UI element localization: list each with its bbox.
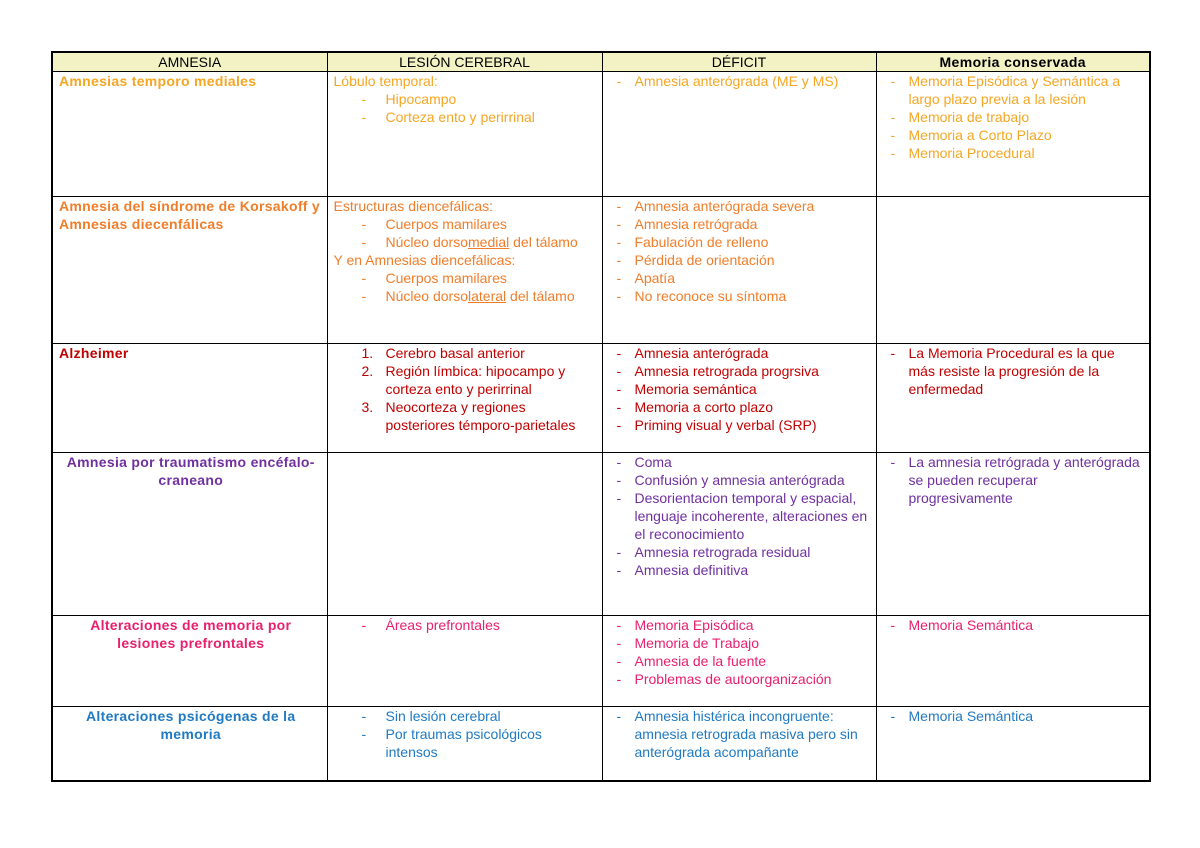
lesion-list [334, 616, 598, 634]
header-lesion-cerebral: LESIÓN CEREBRAL [327, 52, 602, 72]
lesion-list [334, 215, 598, 251]
list-item: - Memoria a Corto Plazo [883, 126, 1146, 144]
list-item: - Pérdida de orientación [609, 251, 872, 269]
cell-amnesia [52, 616, 327, 707]
conservada-list [883, 453, 1146, 507]
cell-conservada [876, 344, 1150, 453]
cell-lesion [327, 616, 602, 707]
conservada-list [883, 344, 1146, 398]
list-item: - Hipocampo [334, 90, 598, 108]
table-row-temporo-mediales [52, 72, 1150, 197]
cell-lesion [327, 707, 602, 781]
conservada-list [883, 707, 1146, 725]
list-item: - Amnesia histérica incongruente: amnesia retrograda masiva pero sin anterógrada acompañante [609, 707, 872, 761]
cell-deficit [602, 197, 876, 344]
cell-amnesia [52, 707, 327, 781]
cell-amnesia [52, 453, 327, 616]
deficit-list [609, 616, 872, 688]
list-item: - Memoria Semántica [883, 616, 1146, 634]
list-item: - Coma [609, 453, 872, 471]
cell-deficit [602, 707, 876, 781]
list-item: 3. Neocorteza y regiones posteriores témporo-parietales [361, 399, 576, 433]
deficit-list [609, 453, 872, 579]
lesion-intro: Estructuras diencefálicas: [333, 198, 494, 214]
list-item: - Apatía [609, 269, 872, 287]
cell-lesion [327, 197, 602, 344]
cell-conservada [876, 616, 1150, 707]
table-row-alzheimer [52, 344, 1150, 453]
cell-amnesia [52, 72, 327, 197]
list-item: - Memoria Episódica [609, 616, 872, 634]
list-item: - Amnesia retrograda residual [609, 543, 872, 561]
list-item: - Amnesia definitiva [609, 561, 872, 579]
cell-lesion [327, 344, 602, 453]
lesion-intro-2: Y en Amnesias diencefálicas: [333, 252, 516, 268]
amnesia-type: Alteraciones de memoria por lesiones prefrontales [90, 617, 292, 651]
header-memoria-conservada: Memoria conservada [876, 52, 1150, 72]
list-item: - Núcleo dorsomedial del tálamo [334, 233, 598, 251]
list-item: - Amnesia retrógrada [609, 215, 872, 233]
cell-conservada [876, 453, 1150, 616]
table-row-psicogenas [52, 707, 1150, 781]
amnesia-type: Amnesias temporo mediales [59, 73, 257, 89]
cell-deficit [602, 453, 876, 616]
cell-conservada [876, 197, 1150, 344]
list-item: - Cuerpos mamilares [334, 269, 598, 287]
lesion-list [334, 90, 598, 126]
list-item: - Áreas prefrontales [334, 616, 598, 634]
list-item: - Desorientacion temporal y espacial, lenguaje incoherente, alteraciones en el reconocimiento [609, 489, 872, 543]
cell-deficit [602, 344, 876, 453]
amnesia-type: Alzheimer [59, 345, 129, 361]
deficit-list [609, 197, 872, 305]
cell-conservada [876, 707, 1150, 781]
table-row-traumatismo [52, 453, 1150, 616]
amnesia-type: Amnesia del síndrome de Korsakoff y Amnesias diecenfálicas [59, 198, 321, 232]
list-item: 2. Región límbica: hipocampo y corteza ento y perirrinal [361, 363, 566, 397]
list-item: - Corteza ento y perirrinal [334, 108, 598, 126]
deficit-list [609, 344, 872, 434]
cell-conservada [876, 72, 1150, 197]
lesion-intro: Lóbulo temporal: [333, 73, 438, 89]
amnesia-type: Alteraciones psicógenas de la memoria [86, 708, 296, 742]
conservada-list [883, 72, 1146, 162]
list-item: - La Memoria Procedural es la que más resiste la progresión de la enfermedad [883, 344, 1146, 398]
list-item: - Problemas de autoorganización [609, 670, 872, 688]
list-item: - Memoria de Trabajo [609, 634, 872, 652]
conservada-list [883, 616, 1146, 634]
list-item: 1. Cerebro basal anterior [361, 345, 525, 361]
list-item: - Núcleo dorsolateral del tálamo [334, 287, 598, 305]
lesion-numbered-list [334, 344, 598, 434]
list-item: - Amnesia de la fuente [609, 652, 872, 670]
amnesia-table [51, 51, 1151, 782]
cell-lesion [327, 453, 602, 616]
list-item: - Memoria a corto plazo [609, 398, 872, 416]
lesion-list [334, 707, 598, 761]
lesion-list-2 [334, 269, 598, 305]
table-row-korsakoff [52, 197, 1150, 344]
header-amnesia: AMNESIA [52, 52, 327, 72]
cell-amnesia [52, 197, 327, 344]
deficit-list [609, 72, 872, 90]
list-item: - Memoria Procedural [883, 144, 1146, 162]
list-item: - Amnesia anterógrada severa [609, 197, 872, 215]
list-item: - Sin lesión cerebral [334, 707, 598, 725]
cell-deficit [602, 616, 876, 707]
deficit-list [609, 707, 872, 761]
list-item: - La amnesia retrógrada y anterógrada se pueden recuperar progresivamente [883, 453, 1146, 507]
list-item: - Priming visual y verbal (SRP) [609, 416, 872, 434]
list-item: - Amnesia retrograda progrsiva [609, 362, 872, 380]
header-deficit: DÉFICIT [602, 52, 876, 72]
cell-deficit [602, 72, 876, 197]
list-item: - Memoria semántica [609, 380, 872, 398]
cell-amnesia [52, 344, 327, 453]
cell-lesion [327, 72, 602, 197]
table-row-prefrontales [52, 616, 1150, 707]
list-item: - Amnesia anterógrada (ME y MS) [609, 72, 872, 90]
list-item: - Fabulación de relleno [609, 233, 872, 251]
list-item: - Amnesia anterógrada [609, 344, 872, 362]
list-item: - Memoria de trabajo [883, 108, 1146, 126]
list-item: - Por traumas psicológicos intensos [334, 725, 598, 761]
list-item: - Memoria Semántica [883, 707, 1146, 725]
list-item: - Confusión y amnesia anterógrada [609, 471, 872, 489]
amnesia-type: Amnesia por traumatismo encéfalo-craneano [66, 454, 315, 488]
table-header-row [52, 52, 1150, 72]
list-item: - No reconoce su síntoma [609, 287, 872, 305]
list-item: - Memoria Episódica y Semántica a largo plazo previa a la lesión [883, 72, 1146, 108]
list-item: - Cuerpos mamilares [334, 215, 598, 233]
